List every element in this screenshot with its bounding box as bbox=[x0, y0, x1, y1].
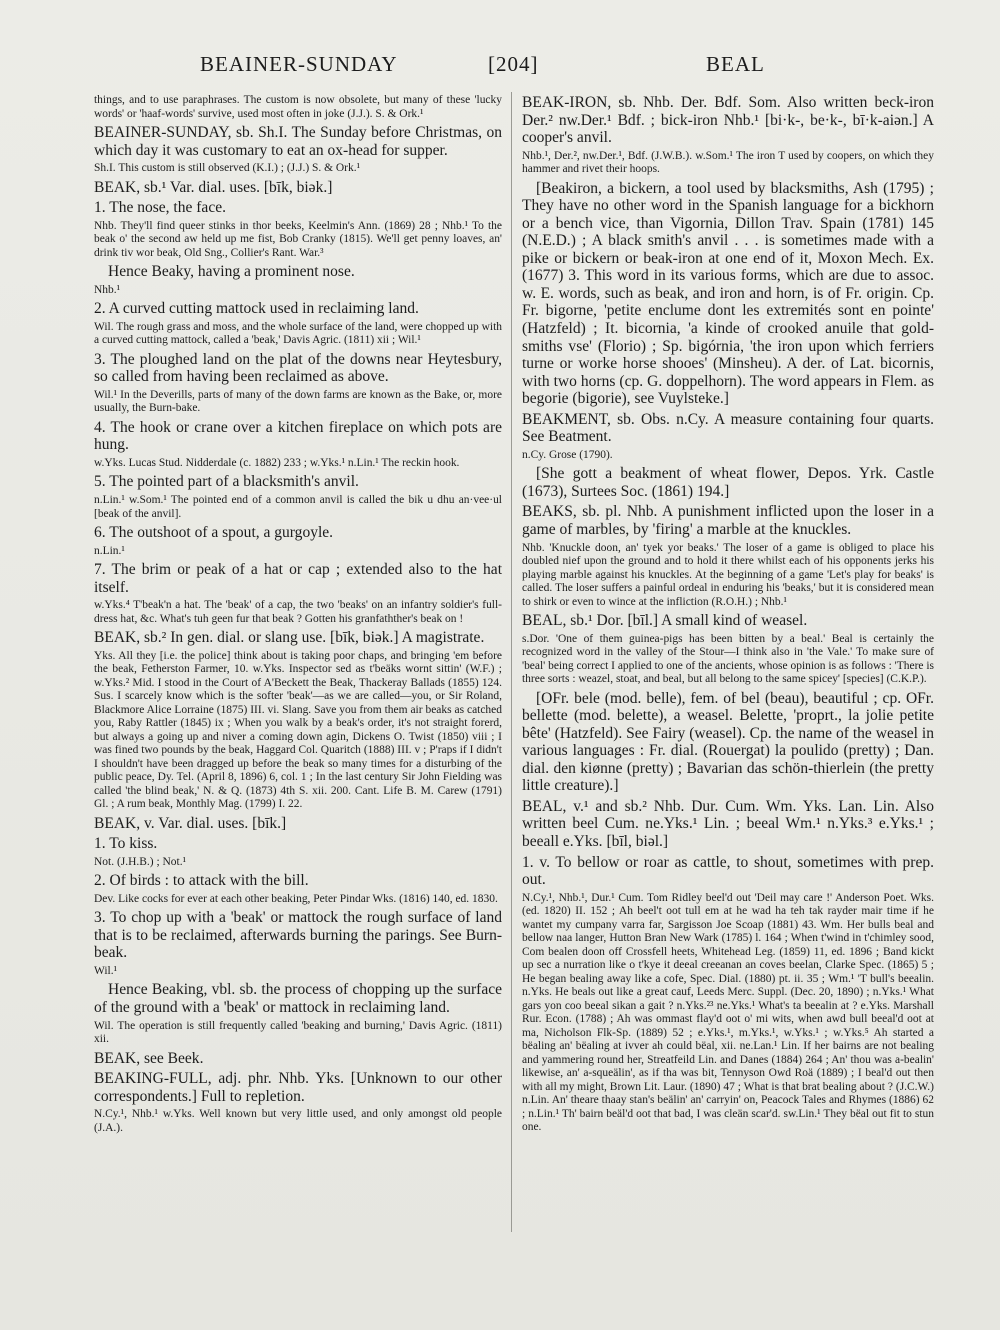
page-header bbox=[0, 52, 1000, 86]
citation-paragraph: Wil.¹ In the Deverills, parts of many of the down farms are known as the Bake, or, more usually, the Burn-bake. bbox=[94, 388, 502, 415]
entry-paragraph: BEAK, v. Var. dial. uses. [bīk.] bbox=[94, 814, 287, 832]
entry-paragraph: 3. To chop up with a 'beak' or mattock the rough surface of land that is to be reclaimed, afterwards burning the parings. See Burn-beak. bbox=[94, 909, 502, 962]
citation-paragraph: w.Yks. Lucas Stud. Nidderdale (c. 1882) 233 ; w.Yks.¹ n.Lin.¹ The reckin hook. bbox=[94, 456, 460, 469]
entry-paragraph: 1. v. To bellow or roar as cattle, to shout, sometimes with prep. out. bbox=[522, 853, 934, 889]
page-number: [204] bbox=[488, 52, 539, 76]
entry-paragraph: BEAKMENT, sb. Obs. n.Cy. A measure containing four quarts. See Beatment. bbox=[522, 410, 934, 446]
column-divider bbox=[511, 92, 512, 1232]
citation-paragraph: n.Cy. Grose (1790). bbox=[522, 448, 613, 461]
entry-paragraph: BEAK, see Beek. bbox=[94, 1049, 204, 1067]
entry-paragraph: [She gott a beakment of wheat flower, Depos. Yrk. Castle (1673), Surtees Soc. (1861) 194.] bbox=[522, 465, 934, 500]
entry-paragraph: BEAKING-FULL, adj. phr. Nhb. Yks. [Unknown to our other correspondents.] Full to repletion. bbox=[94, 1070, 502, 1105]
citation-paragraph: s.Dor. 'One of them guinea-pigs has been bitten by a beal.' Beal is certainly the recognized word in the valley of the Stour—I think also in 'the Vale.' To make sure of 'beal' being correct I applied to one of the ancients, whose opinion is as follows : 'There is three sorts : weazel, stoat, and beal, but all belong to the same spicey' [species] (C.K.P.). bbox=[522, 632, 934, 686]
citation-paragraph: Dev. Like cocks for ever at each other beaking, Peter Pindar Wks. (1816) 140, ed. 1830. bbox=[94, 892, 498, 905]
entry-paragraph: BEAK, sb.² In gen. dial. or slang use. [bīk, biək.] A magistrate. bbox=[94, 629, 485, 647]
entry-paragraph: 1. To kiss. bbox=[94, 835, 158, 853]
citation-paragraph: Wil. The rough grass and moss, and the whole surface of the land, were chopped up with a curved cutting mattock, called a 'beak,' Davis Agric. (1811) xii ; Wil.¹ bbox=[94, 320, 502, 347]
citation-paragraph: Nhb. They'll find queer stinks in thor beeks, Keelmin's Ann. (1869) 28 ; Nhb.¹ To the beak o' the second aw held up me fist, Bob Cranky (1815). We'll get penny loaves, an' drink tiv wor beak, Old Sng., Collier's Rant. War.³ bbox=[94, 219, 502, 259]
entry-paragraph: 2. A curved cutting mattock used in reclaiming land. bbox=[94, 300, 419, 318]
entry-paragraph: BEAKS, sb. pl. Nhb. A punishment inflicted upon the loser in a game of marbles, by 'firing' a marble at the knuckles. bbox=[522, 503, 934, 538]
entry-paragraph: 3. The ploughed land on the plat of the downs near Heytesbury, so called from having been reclaimed as above. bbox=[94, 350, 502, 386]
entry-paragraph: Hence Beaky, having a prominent nose. bbox=[108, 263, 355, 281]
citation-paragraph: N.Cy.¹, Nhb.¹, Dur.¹ Cum. Tom Ridley beel'd out 'Deil may care !' Anderson Poet. Wks. (ed. 1820) II. 152 ; Ah beel't oot tull em at he wad ha teh tak rayder mair time if he wantet my cumpany varra far, Sargisson Joe Scoap (1881) 43. Wm. Her bulls beal and bellow naa langer, Hutton Bran New Wark (1785) l. 164 ; When t'wind in t'chimley sood, Com bealen doon off Crossfell heets, Whitehead Leg. (1859) 11, ed. 1896 ; Band kickt up sec a nurration like o t'kye it deeal creeanan an coves beelan, Clarke Spec. (1865) 5 ; He began bealing away like a cofe, Spec. Dial. (1880) pt. ii. 35 ; Wm.¹ 'T bull's beealin. n.Yks. He beals out like a great cauf, Leeds Merc. Suppl. (Dec. 20, 1890) ; n.Yks.¹ What gars yon coo beeal sikan a gait ? n.Yks.²³ ne.Yks.¹ What's ta beealin at ? e.Yks. Marshall Rur. Econ. (1788) ; Ah was ommast flay'd oot o' mi wits, when awd bull beeal'd oot at ma, Nicholson Flk-Sp. (1889) 52 ; e.Yks.¹, m.Yks.¹, w.Yks.¹ ; w.Yks.⁵ Ah started a bëaling an' bëaling at ivver ah could bëal, xii. ne.Lan.¹ Lin. If her bairns are not bealing and yammering round her, Streatfeild Lin. and Danes (1884) 264 ; An' thou was a-bealin' likewise, an' a-squeälin', as if tha was bit, Tennyson Owd Roä (1889) ; I beal'd out then with all my might, Brown Lit. Laur. (1890) 47 ; What is that brat bealing about ? (J.C.W.) n.Lin. An' theare thaay stan's beälin' an' carryin' on, Peacock Tales and Rhymes (1886) 62 ; n.Lin.¹ Th' bairn beäl'd oot that bad, I was cleän scar'd. sw.Lin.¹ They bëal out fit to stun one. bbox=[522, 891, 934, 1134]
citation-paragraph: Nhb.¹, Der.², nw.Der.¹, Bdf. (J.W.B.). w.Som.¹ The iron T used by coopers, on which they hammer and rivet their hoops. bbox=[522, 149, 934, 176]
entry-paragraph: Hence Beaking, vbl. sb. the process of chopping up the surface of the ground with a 'beak' or mattock in reclaiming land. bbox=[94, 981, 502, 1017]
citation-paragraph: N.Cy.¹, Nhb.¹ w.Yks. Well known but very little used, and only amongst old people (J.A.). bbox=[94, 1108, 502, 1134]
citation-paragraph: Not. (J.H.B.) ; Not.¹ bbox=[94, 855, 187, 868]
entry-paragraph: 4. The hook or crane over a kitchen fireplace on which pots are hung. bbox=[94, 418, 502, 454]
entry-paragraph: 2. Of birds : to attack with the bill. bbox=[94, 872, 309, 890]
citation-paragraph: Sh.I. This custom is still observed (K.I.) ; (J.J.) S. & Ork.¹ bbox=[94, 162, 361, 175]
right-column bbox=[522, 94, 934, 1138]
entry-paragraph: BEAL, sb.¹ Dor. [bīl.] A small kind of weasel. bbox=[522, 612, 808, 630]
left-column bbox=[94, 94, 502, 1138]
citation-paragraph: n.Lin.¹ bbox=[94, 544, 125, 557]
header-left-guideword: BEAINER-SUNDAY bbox=[200, 52, 398, 76]
entry-paragraph: 7. The brim or peak of a hat or cap ; extended also to the hat itself. bbox=[94, 561, 502, 596]
entry-paragraph: [OFr. bele (mod. belle), fem. of bel (beau), beautiful ; cp. OFr. bellette (mod. belette), a weasel. Belette, 'proprt., la jolie petite bête' (Hatzfeld). See Fairy (weasel). Cp. the name of the weasel in various languages : Fr. dial. (Rouergat) la poulido (pretty) ; Dan. dial. den kiønne (pretty) ; Bavarian das schön-thierlein (the pretty little creature).] bbox=[522, 689, 934, 795]
entry-paragraph: BEAK-IRON, sb. Nhb. Der. Bdf. Som. Also written beck-iron Der.² nw.Der.¹ Bdf. ; bick-iron Nhb.¹ [bi·k-, be·k-, bī·k-aiən.] A cooper's anvil. bbox=[522, 94, 934, 147]
citation-paragraph: Wil.¹ bbox=[94, 964, 118, 977]
citation-paragraph: Nhb.¹ bbox=[94, 283, 121, 296]
entry-paragraph: BEAK, sb.¹ Var. dial. uses. [bīk, biək.] bbox=[94, 178, 333, 196]
citation-paragraph: n.Lin.¹ w.Som.¹ The pointed end of a common anvil is called the bik u dhu an·vee·ul [beak of the anvil]. bbox=[94, 494, 502, 520]
citation-paragraph: Nhb. 'Knuckle doon, an' tyek yor beaks.' The loser of a game is obliged to place his doubled nief upon the ground and to hold it there whilst each of his opponents jerks his playing marble against his knuckles. At the beginning of a game 'Let's play for beaks' is called. The loser suffers a painful ordeal in enduring his 'beaks,' but it is considered mean to shirk or even to wince at the infliction (R.O.H.) ; Nhb.¹ bbox=[522, 541, 934, 608]
citation-paragraph: Wil. The operation is still frequently called 'beaking and burning,' Davis Agric. (1811) xii. bbox=[94, 1019, 502, 1046]
entry-paragraph: [Beakiron, a bickern, a tool used by blacksmiths, Ash (1795) ; They have no other word in the Spanish language for a bickhorn or a bench vice, than Vigornia, Dillon Trav. Spain (1781) 145 (N.E.D.) ; A black smith's anvil . . . is sometimes made with a pike or bickern or beak-iron at one end of it, Moxon Mech. Ex. (1677) 3. This word in its various forms, which are due to assoc. w. E. words, such as beak, and iron and horn, is of Fr. origin. Cp. Fr. bigorne, 'petite enclume dont les extremités sont en pointe' (Hatzfeld) ; It. bicornia, 'a kinde of crooked anuile that gold-smiths vse' (Florio) ; Sp. bigórnia, 'the iron upon which ferriers turne or worke horse shooes' (Minsheu). A der. of Lat. bicornis, with two horns (cp. G. doppelhorn). The word appears in Flem. as begorie (bigorie), see Vuylsteke.] bbox=[522, 179, 934, 408]
header-right-guideword: BEAL bbox=[706, 52, 765, 76]
entry-paragraph: 1. The nose, the face. bbox=[94, 199, 226, 217]
entry-paragraph: BEAINER-SUNDAY, sb. Sh.I. The Sunday before Christmas, on which day it was customary to eat an ox-head for supper. bbox=[94, 124, 502, 159]
citation-paragraph: Yks. All they [i.e. the police] think about is taking poor chaps, and bringing 'em before the beak, Fetherston Farmer, 10. w.Yks. Inspector sed as t'beäks wornt sittin' (W.F.) ; w.Yks.² Mid. I stood in the Court of A'Beckett the Beak, Thackeray Ballads (1855) 124. Sus. I scarcely know which is the softer 'beak'—as we are called—you, or Sir Roland, Blackmore Alice Lorraine (1875) III. vi. Slang. Save you from them air beaks as catched you, Raby Rattler (1845) ix ; When you walk by a beak's order, it's not straight forerd, but always a going up and niver a coming down agin, Dickens O. Twist (1850) viii ; I was fined two pounds by the beak, Haggard Col. Quaritch (1888) III. v ; P'raps if I didn't I shouldn't have been dragged up before the beak so many times for a disturbing of the public peace, Dy. Tel. (April 8, 1896) 6, col. 1 ; In the last century Sir John Fielding was called 'the blind beak,' N. & Q. (1873) 4th S. xii. 200. Cant. Life B. M. Carew (1791) Gl. ; A rum beak, Monthly Mag. (1799) I. 22. bbox=[94, 649, 502, 811]
entry-paragraph: 5. The pointed part of a blacksmith's anvil. bbox=[94, 473, 359, 491]
citation-paragraph: w.Yks.⁴ T'beak'n a hat. The 'beak' of a cap, the two 'beaks' on an infantry soldier's full-dress hat, &c. What's tuh geen fur that beak ? Gotten his granfathther's beak on ! bbox=[94, 599, 502, 625]
entry-paragraph: 6. The outshoot of a spout, a gurgoyle. bbox=[94, 524, 334, 542]
citation-paragraph: things, and to use paraphrases. The custom is now obsolete, but many of these 'lucky words' or 'haaf-words' survive, used most often in joke (J.J.). S. & Ork.¹ bbox=[94, 94, 502, 120]
entry-paragraph: BEAL, v.¹ and sb.² Nhb. Dur. Cum. Wm. Yks. Lan. Lin. Also written beel Cum. ne.Yks.¹ Lin. ; beeal Wm.¹ n.Yks.³ e.Yks.¹ ; beeall e.Yks. [bīl, biəl.] bbox=[522, 797, 934, 850]
